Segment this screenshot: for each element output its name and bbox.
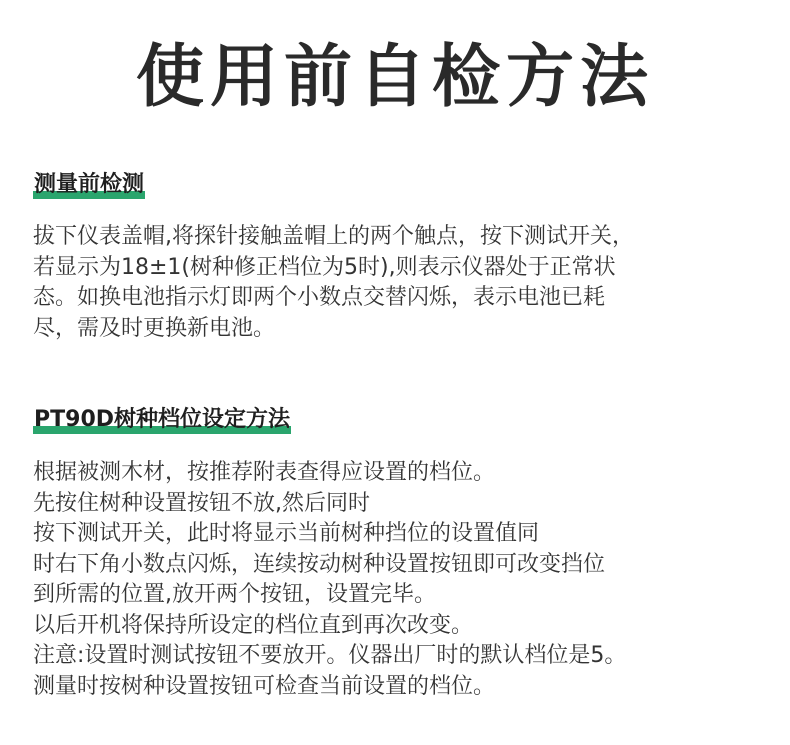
paragraph-line: 到所需的位置,放开两个按钮，设置完毕。 — [33, 582, 436, 607]
paragraph-line: 按下测试开关，此时将显示当前树种挡位的设置值同 — [33, 521, 540, 546]
section-body-setting — [33, 458, 763, 702]
paragraph-line: 若显示为18±1(树种修正档位为5时),则表示仪器处于正常状 — [33, 254, 616, 280]
paragraph-line: 先按住树种设置按钮不放,然后同时 — [33, 490, 370, 516]
paragraph-line: 以后开机将保持所设定的档位直到再次改变。 — [33, 612, 474, 638]
paragraph-line: 根据被测木材，按推荐附表查得应设置的档位。 — [33, 460, 496, 485]
paragraph-line: 注意:设置时测试按钮不要放开。仪器出厂时的默认档位是5。 — [33, 643, 627, 668]
paragraph-line: 拔下仪表盖帽,将探针接触盖帽上的两个触点，按下测试开关， — [33, 224, 634, 249]
section-heading-text: PT90D树种档位设定方法 — [34, 407, 291, 432]
paragraph-line: 测量时按树种设置按钮可检查当前设置的档位。 — [33, 673, 496, 699]
section-body-precheck — [33, 222, 763, 344]
section-heading-text: 测量前检测 — [34, 172, 145, 197]
section-heading-precheck — [33, 170, 145, 200]
section-heading-setting — [33, 405, 291, 435]
paragraph-line: 尽，需及时更换新电池。 — [33, 315, 276, 341]
page-title: 使用前自检方法 — [135, 38, 654, 117]
paragraph-line: 时右下角小数点闪烁，连续按动树种设置按钮即可改变挡位 — [33, 551, 606, 577]
paragraph-line: 态。如换电池指示灯即两个小数点交替闪烁，表示电池已耗 — [33, 285, 606, 310]
